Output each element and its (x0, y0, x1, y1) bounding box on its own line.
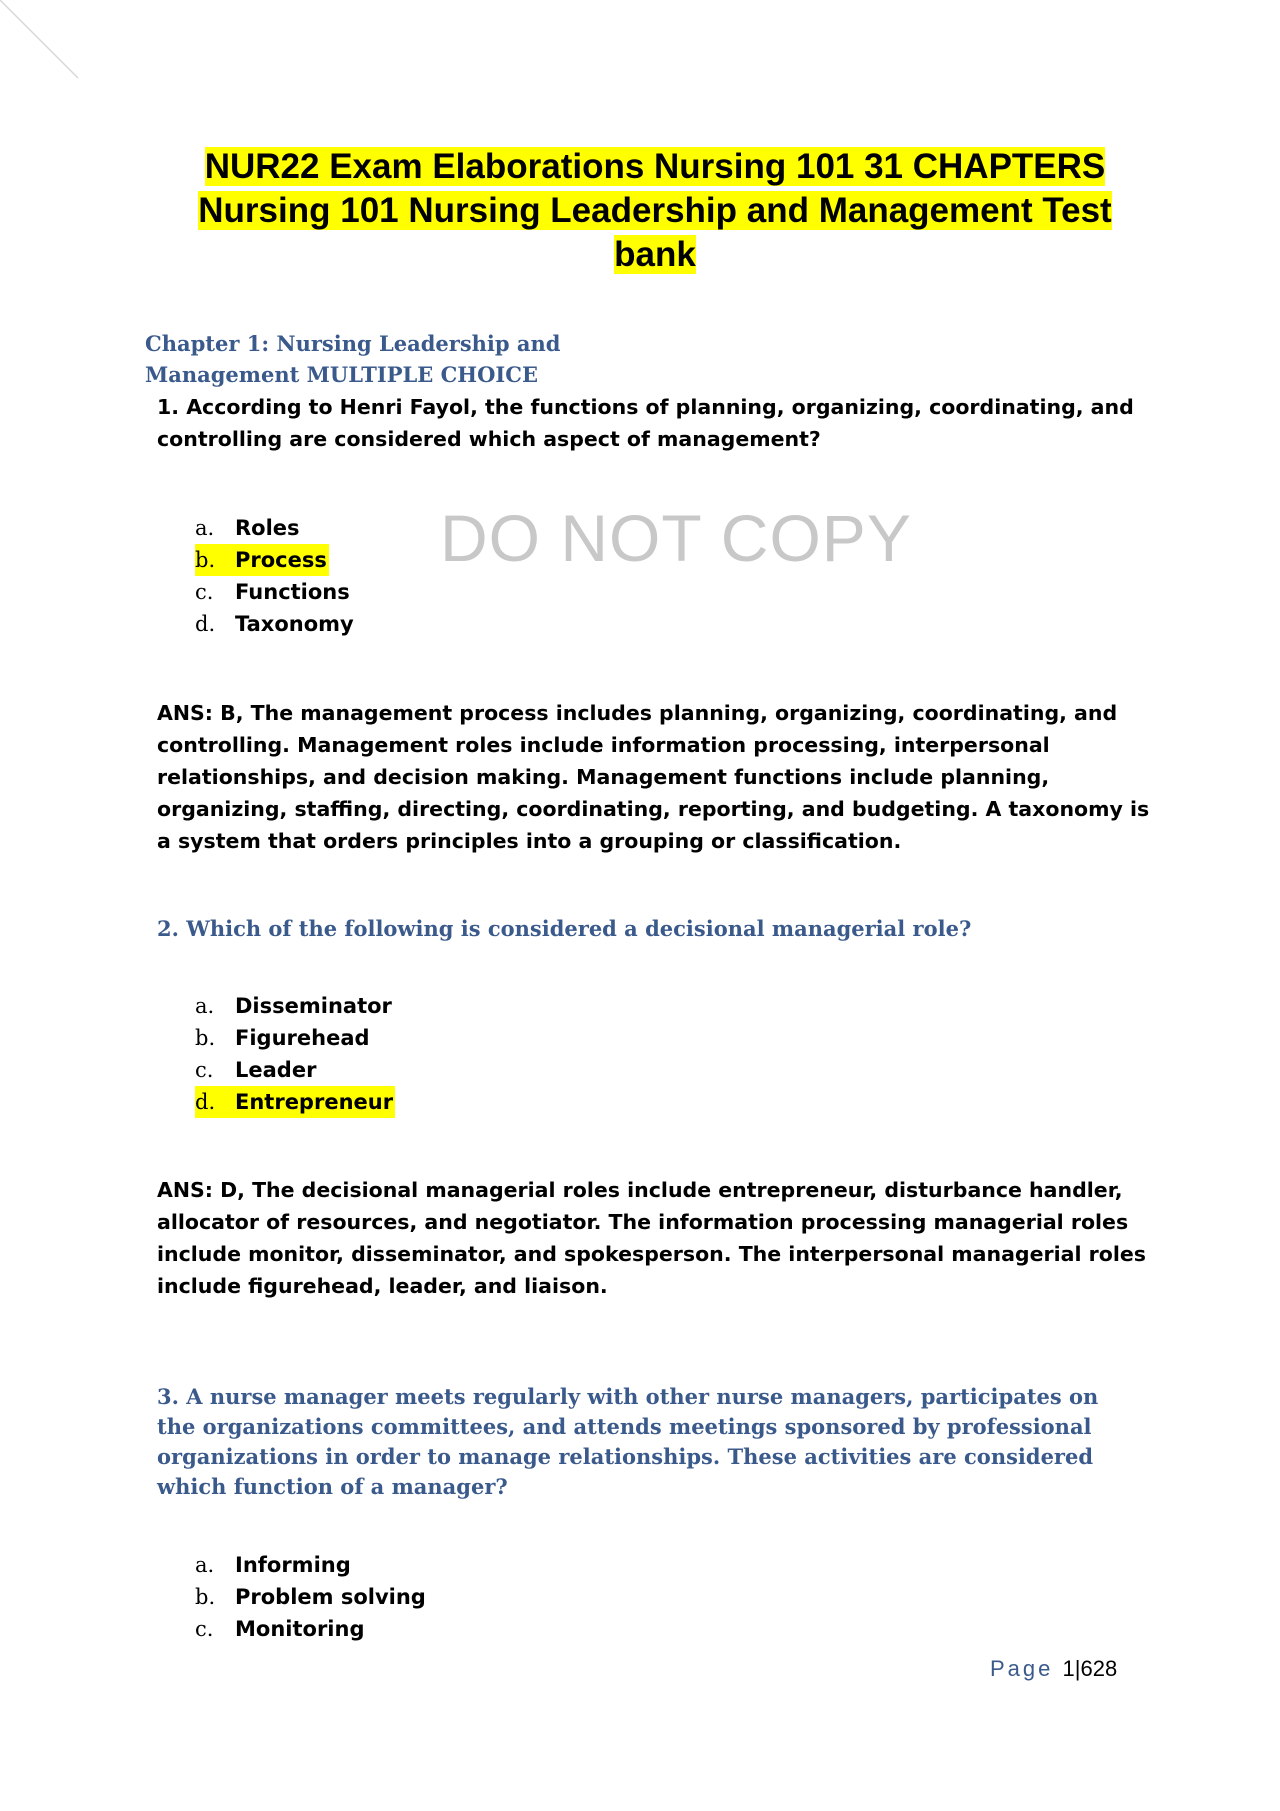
option-letter: c. (195, 1617, 214, 1641)
option-letter: b. (195, 548, 216, 572)
page-separator: | (1074, 1656, 1081, 1681)
page-number: 1 (1062, 1656, 1075, 1681)
watermark: DO NOT COPY (440, 501, 912, 575)
option-letter: c. (195, 1058, 214, 1082)
option-text: Entrepreneur (235, 1090, 394, 1114)
option-letter: c. (195, 580, 214, 604)
question-3-text: 3. A nurse manager meets regularly with other nurse managers, participates on the organizations committees, and attends meetings sponsored by professional organizations in order to manage relationships. These activities are considered which function of a manager? (157, 1384, 1099, 1499)
question-2-options (195, 990, 395, 1118)
document-title (160, 145, 1150, 277)
option (195, 512, 354, 544)
option-letter: b. (195, 1585, 216, 1609)
option (195, 608, 354, 640)
page-footer (990, 1656, 1117, 1682)
option-text: Informing (235, 1553, 351, 1577)
question-3-options (195, 1549, 426, 1645)
option-letter: a. (195, 516, 215, 540)
title-line: Nursing 101 Nursing Leadership and Management Test (198, 191, 1112, 230)
corner-fold-line (0, 0, 90, 90)
title-line: bank (614, 235, 696, 274)
chapter-heading-line: Management MULTIPLE CHOICE (145, 362, 538, 387)
option-text: Functions (235, 580, 350, 604)
total-pages: 628 (1080, 1656, 1118, 1681)
option-text: Disseminator (235, 994, 392, 1018)
option (195, 1549, 426, 1581)
option-letter: a. (195, 994, 215, 1018)
option-highlighted (195, 1086, 395, 1118)
option-highlighted (195, 544, 329, 576)
question-2-answer: ANS: D, The decisional managerial roles include entrepreneur, disturbance handler, allocator of resources, and negotiator. The information processing managerial roles include monitor, disseminator, and spokesperson. The interpersonal managerial roles include figurehead, leader, and liaison. (157, 1178, 1146, 1298)
question-1-answer: ANS: B, The management process includes planning, organizing, coordinating, and controlling. Management roles include information processing, interpersonal relationships, and decision making. Management functions include planning, organizing, staffing, directing, coordinating, reporting, and budgeting. A taxonomy is a system that orders principles into a grouping or classification. (157, 701, 1150, 853)
question-1-text: 1. According to Henri Fayol, the functions of planning, organizing, coordinating, and controlling are considered which aspect of management? (157, 395, 1134, 451)
option-letter: b. (195, 1026, 216, 1050)
option-text: Taxonomy (235, 612, 354, 636)
page-label: Page (990, 1656, 1054, 1681)
option-text: Figurehead (235, 1026, 370, 1050)
option (195, 1054, 395, 1086)
option (195, 576, 354, 608)
question-2-text: 2. Which of the following is considered a decisional managerial role? (157, 916, 972, 941)
title-line: NUR22 Exam Elaborations Nursing 101 31 CHAPTERS (204, 147, 1106, 186)
option-text: Problem solving (235, 1585, 426, 1609)
option (195, 990, 395, 1022)
option-letter: d. (195, 1090, 216, 1114)
option-text: Process (235, 548, 327, 572)
option (195, 1022, 395, 1054)
question-1-options (195, 512, 354, 640)
chapter-heading (145, 328, 560, 390)
option-letter: d. (195, 612, 216, 636)
option-letter: a. (195, 1553, 215, 1577)
option-text: Monitoring (235, 1617, 365, 1641)
option-text: Leader (235, 1058, 317, 1082)
option-text: Roles (235, 516, 300, 540)
chapter-heading-line: Chapter 1: Nursing Leadership and (145, 331, 561, 356)
option (195, 1613, 426, 1645)
option (195, 1581, 426, 1613)
